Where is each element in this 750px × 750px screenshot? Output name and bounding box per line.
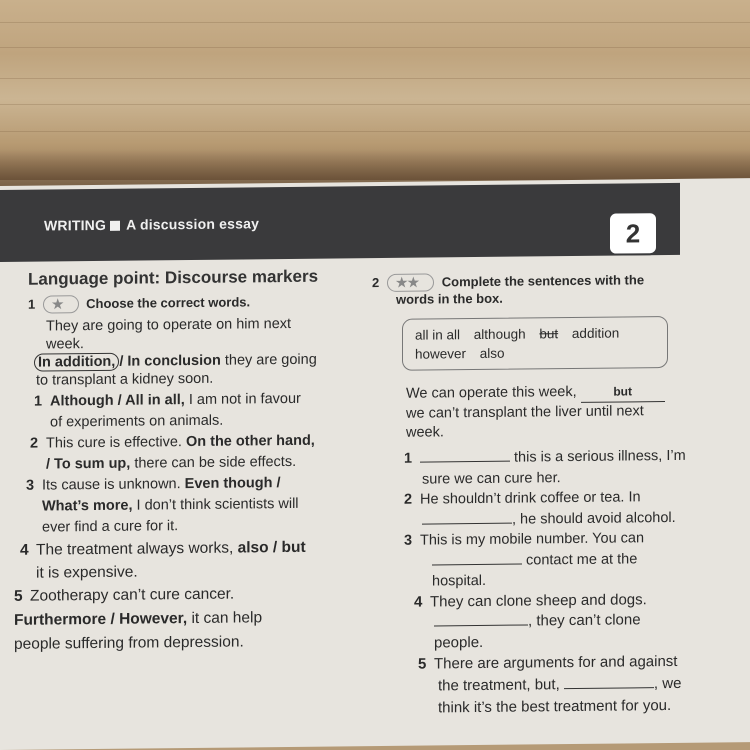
choice-option: Although / All in all, (50, 392, 185, 410)
answer-blank[interactable] (420, 461, 510, 463)
list-item (414, 589, 690, 653)
circled-answer: In addition, (34, 353, 119, 372)
difficulty-star-icon: ★ (43, 295, 79, 313)
item-text: there can be side effects. (130, 453, 297, 472)
exercise-instruction: words in the box. (396, 290, 503, 307)
example-text: we can’t transplant the liver until next (406, 403, 644, 422)
word-option-used: but (539, 326, 559, 342)
right-column (372, 271, 690, 720)
choice-option: Even though / (184, 475, 281, 493)
choice-option: On the other hand, (185, 432, 315, 451)
exercise-2-items (404, 446, 690, 720)
example-line: They are going to operate on him next (46, 315, 292, 335)
square-bullet-icon (110, 221, 120, 231)
item-number: 5 (418, 655, 427, 673)
item-text: There are arguments for and against (434, 652, 678, 673)
difficulty-stars-icon: ★★ (387, 273, 434, 291)
item-text: hospital. (432, 572, 487, 590)
answer-blank[interactable] (434, 624, 528, 626)
item-text: This is my mobile number. You can (420, 530, 645, 549)
item-text: The treatment always works, (36, 539, 238, 559)
item-text: , we (653, 674, 682, 693)
word-option: also (479, 345, 505, 361)
item-text: contact me at the (522, 550, 638, 569)
writing-label: WRITING (44, 216, 107, 234)
left-column (14, 266, 358, 656)
section-banner (0, 183, 680, 262)
list-item (418, 651, 690, 720)
item-text: Zootherapy can’t cure cancer. (30, 585, 235, 605)
answer-blank[interactable] (564, 687, 654, 689)
choice-option: In conclusion (127, 352, 221, 370)
item-text: people suffering from depression. (14, 633, 244, 653)
list-item (34, 388, 358, 433)
section-title: A discussion essay (126, 215, 260, 233)
item-text: I am not in favour (184, 390, 301, 409)
item-text: of experiments on animals. (50, 412, 224, 431)
example-line: week. (46, 336, 84, 353)
separator: / (119, 353, 124, 370)
exercise-2-example (406, 382, 690, 443)
item-number: 4 (20, 541, 29, 559)
unit-number-badge: 2 (608, 211, 658, 256)
exercise-1-heading (28, 292, 358, 313)
item-text: this is a serious illness, I’m (510, 447, 686, 466)
word-option: addition (571, 325, 620, 342)
exercise-instruction: Choose the correct words. (86, 294, 251, 312)
item-text: it can help (187, 609, 263, 628)
choice-option: / To sum up, (46, 455, 131, 473)
item-number: 2 (404, 491, 413, 508)
example-choice-line (34, 350, 358, 371)
textbook-page (0, 178, 750, 750)
item-number: 4 (414, 593, 423, 611)
item-number: 5 (14, 587, 23, 605)
list-item (14, 581, 358, 657)
answer-blank[interactable] (422, 522, 512, 524)
banner-title (44, 215, 259, 233)
exercise-1-items (14, 388, 358, 656)
language-point-title: Language point: Discourse markers (28, 266, 319, 289)
exercise-2-heading (372, 271, 690, 307)
choice-option: What’s more, (42, 497, 133, 515)
item-number: 3 (26, 477, 35, 494)
choice-option: also / but (237, 538, 306, 557)
word-option: all in all (415, 327, 461, 343)
word-option: although (473, 326, 526, 343)
list-item (404, 528, 690, 592)
item-text: I don’t think scientists will (132, 495, 299, 514)
item-number: 1 (404, 450, 413, 467)
item-text: They can clone sheep and dogs. (430, 590, 647, 610)
item-text: think it’s the best treatment for you. (438, 696, 672, 717)
item-number: 1 (34, 393, 43, 410)
item-text: ever find a cure for it. (42, 518, 179, 536)
item-text: He shouldn’t drink coffee or tea. In (420, 489, 641, 508)
item-text: This cure is effective. (46, 434, 186, 452)
answer-blank[interactable] (432, 563, 522, 565)
item-text: , they can’t clone people. (434, 611, 641, 651)
example-sentence (36, 314, 358, 389)
list-item (20, 535, 358, 585)
choice-option: Furthermore / However, (14, 610, 188, 629)
example-text: We can operate this week, (406, 383, 581, 402)
exercise-number: 1 (28, 296, 36, 312)
list-item (404, 446, 690, 490)
word-option: however (415, 346, 467, 362)
list-item (404, 487, 690, 531)
example-text: they are going (220, 351, 317, 369)
list-item (30, 430, 358, 475)
item-text: the treatment, but, (438, 676, 564, 695)
item-text: , he should avoid alcohol. (512, 509, 676, 528)
item-text: it is expensive. (36, 563, 138, 582)
exercise-number: 2 (372, 275, 380, 291)
example-line: to transplant a kidney soon. (36, 370, 214, 389)
item-text: sure we can cure her. (422, 469, 561, 488)
example-answer: but (581, 382, 665, 403)
exercise-instruction: Complete the sentences with the (441, 272, 645, 290)
example-text: week. (406, 424, 444, 441)
item-number: 3 (404, 532, 413, 549)
item-number: 2 (30, 435, 39, 452)
word-box (402, 316, 668, 371)
list-item (26, 472, 358, 538)
item-text: Its cause is unknown. (42, 476, 185, 494)
